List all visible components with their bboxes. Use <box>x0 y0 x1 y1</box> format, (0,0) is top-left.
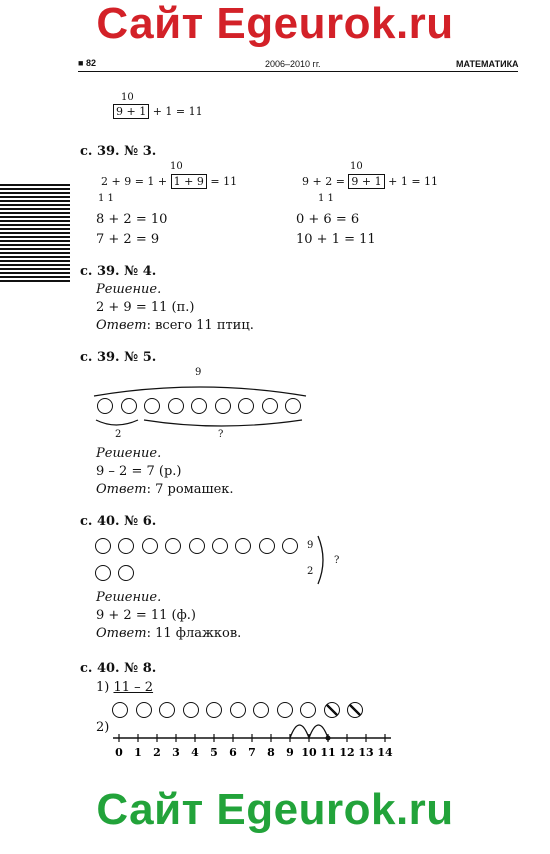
task3-right-suffix: + 1 = 11 <box>384 175 439 188</box>
task5-part-a: 2 <box>115 429 122 440</box>
number-line-tick-label: 1 <box>134 746 142 759</box>
task3-left-line-2: 7 + 2 = 9 <box>96 232 160 247</box>
task6-brace <box>316 534 330 586</box>
task6-answer-label: Ответ <box>96 626 147 641</box>
task5-solution-label: Решение. <box>96 446 162 461</box>
task3-left-split: 1 1 <box>98 193 114 204</box>
intro-top-number: 10 <box>121 92 134 103</box>
header-subject: МАТЕМАТИКА <box>456 59 519 69</box>
number-line-tick-label: 7 <box>248 746 256 759</box>
number-line-tick-label: 2 <box>153 746 161 759</box>
intro-expression <box>113 105 203 118</box>
task5-answer-text: : 7 ромашек. <box>146 482 234 497</box>
circle <box>118 565 134 581</box>
intro-boxed: 9 + 1 <box>113 104 149 119</box>
task6-heading: с. 40. № 6. <box>80 514 157 529</box>
task3-left-prefix: 2 + 9 = 1 + <box>101 175 171 188</box>
circle <box>215 398 231 414</box>
number-line <box>105 712 405 764</box>
circle <box>118 538 134 554</box>
number-line-tick-label: 0 <box>115 746 123 759</box>
task6-answer <box>96 626 241 641</box>
number-line-tick-label: 8 <box>267 746 275 759</box>
site-banner-top: Сайт Egeurok.ru <box>96 0 454 48</box>
task5-equation: 9 – 2 = 7 (р.) <box>96 464 182 479</box>
task3-left-line-1: 8 + 2 = 10 <box>96 212 168 227</box>
site-banner-bottom: Сайт Egeurok.ru <box>96 785 454 834</box>
number-line-hop <box>309 725 328 738</box>
task6-question: ? <box>334 555 340 566</box>
number-line-hop <box>290 725 309 738</box>
side-stripes <box>0 184 70 284</box>
circle <box>95 538 111 554</box>
task4-answer <box>96 318 254 333</box>
page-number: ■ 82 <box>78 58 96 68</box>
task5-answer-label: Ответ <box>96 482 147 497</box>
task8-item1-number: 1) <box>96 680 110 695</box>
number-line-tick-label: 13 <box>358 746 374 759</box>
task6-equation: 9 + 2 = 11 (ф.) <box>96 608 196 623</box>
task5-part-b: ? <box>218 429 224 440</box>
circle <box>259 538 275 554</box>
page-number-value: 82 <box>85 58 96 68</box>
task8-item1-expression: 11 – 2 <box>113 680 154 695</box>
task4-equation: 2 + 9 = 11 (п.) <box>96 300 195 315</box>
task3-right-boxed: 9 + 1 <box>348 174 384 189</box>
task8-item1 <box>96 680 153 695</box>
circle <box>189 538 205 554</box>
task6-solution-label: Решение. <box>96 590 162 605</box>
task3-right-line-2: 10 + 1 = 11 <box>296 232 376 247</box>
number-line-tick-label: 3 <box>172 746 180 759</box>
task6-row2-label: 2 <box>307 566 314 577</box>
task3-right-split: 1 1 <box>318 193 334 204</box>
circle <box>262 398 278 414</box>
circle <box>95 565 111 581</box>
circle <box>142 538 158 554</box>
task6-row1-label: 9 <box>307 540 314 551</box>
circle <box>212 538 228 554</box>
task5-heading: с. 39. № 5. <box>80 350 157 365</box>
number-line-tick-label: 10 <box>301 746 317 759</box>
task3-left-boxed: 1 + 9 <box>171 174 207 189</box>
number-line-tick-label: 12 <box>339 746 355 759</box>
task3-left-suffix: = 11 <box>206 175 238 188</box>
task3-left-top-number: 10 <box>170 161 183 172</box>
number-line-tick-label: 4 <box>191 746 199 759</box>
task4-heading: с. 39. № 4. <box>80 264 157 279</box>
circle <box>282 538 298 554</box>
header-rule <box>78 71 518 72</box>
number-line-tick-label: 14 <box>377 746 393 759</box>
task4-answer-label: Ответ <box>96 318 147 333</box>
number-line-tick-label: 11 <box>320 746 336 759</box>
intro-rest: + 1 = 11 <box>149 105 203 118</box>
task3-right-prefix: 9 + 2 = <box>302 175 349 188</box>
task3-right-line-1: 0 + 6 = 6 <box>296 212 360 227</box>
task4-solution-label: Решение. <box>96 282 162 297</box>
circle <box>235 538 251 554</box>
task3-left-expression <box>101 175 237 188</box>
circle <box>121 398 137 414</box>
circle <box>144 398 160 414</box>
circle <box>285 398 301 414</box>
circle <box>168 398 184 414</box>
circle <box>238 398 254 414</box>
header-years: 2006–2010 гг. <box>265 59 321 69</box>
number-line-start-point <box>326 736 331 741</box>
task8-item2-number: 2) <box>96 720 110 735</box>
task8-heading: с. 40. № 8. <box>80 661 157 676</box>
circle <box>191 398 207 414</box>
task3-right-expression <box>302 175 438 188</box>
circle <box>165 538 181 554</box>
task4-answer-text: : всего 11 птиц. <box>146 318 254 333</box>
task6-answer-text: : 11 флажков. <box>146 626 242 641</box>
number-line-tick-label: 5 <box>210 746 218 759</box>
circle <box>97 398 113 414</box>
task5-answer <box>96 482 234 497</box>
task5-total: 9 <box>195 367 202 378</box>
number-line-tick-label: 9 <box>286 746 294 759</box>
task3-heading: с. 39. № 3. <box>80 144 157 159</box>
task3-right-top-number: 10 <box>350 161 363 172</box>
number-line-tick-label: 6 <box>229 746 237 759</box>
